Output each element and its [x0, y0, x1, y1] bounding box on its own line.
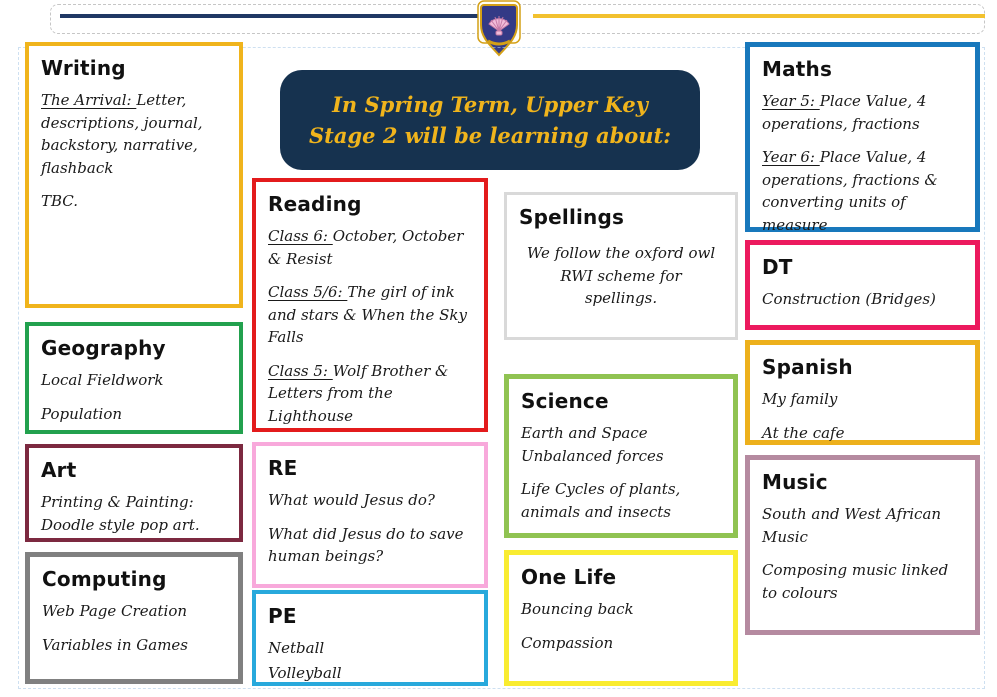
subject-card-reading — [252, 178, 488, 432]
subject-card-geography — [25, 322, 243, 434]
subject-text: What would Jesus do? — [268, 491, 435, 509]
subject-title-one-life: One Life — [521, 565, 617, 589]
header-rule-gold — [533, 14, 985, 18]
subject-title-music: Music — [762, 470, 828, 494]
subject-text: Netball — [268, 639, 325, 657]
subject-text: South and West African Music — [762, 505, 942, 546]
subject-card-maths — [745, 42, 980, 232]
subject-text: Earth and Space Unbalanced forces — [521, 424, 664, 465]
subject-title-computing: Computing — [42, 567, 167, 591]
subject-title-science: Science — [521, 389, 609, 413]
subject-card-one-life — [504, 550, 738, 686]
subject-title-geography: Geography — [41, 336, 166, 360]
subject-text: Class 5: Wolf Brother & Letters from the Lighthouse — [268, 361, 449, 425]
subject-text: My family — [762, 390, 838, 408]
subject-card-spellings — [504, 192, 738, 340]
subject-title-dt: DT — [762, 255, 793, 279]
subject-text: Year 6: Place Value, 4 operations, fractions & converting units of measure — [762, 148, 938, 234]
subject-card-computing — [25, 552, 243, 684]
subject-title-spellings: Spellings — [519, 205, 625, 229]
subject-title-pe: PE — [268, 604, 297, 628]
subject-text: Year 5: Place Value, 4 operations, fractions — [762, 92, 927, 133]
term-title-banner — [280, 70, 700, 170]
subject-text: Variables in Games — [42, 635, 189, 654]
subject-text: Volleyball — [268, 663, 342, 682]
subject-card-pe — [252, 590, 488, 686]
subject-text: Compassion — [521, 633, 614, 652]
term-title-text: In Spring Term, Upper Key Stage 2 will be learning about: — [309, 91, 671, 148]
subject-card-science — [504, 374, 738, 538]
subject-card-dt — [745, 240, 980, 330]
subject-text: Bouncing back — [521, 600, 634, 618]
school-crest-icon — [466, 0, 532, 62]
subject-title-writing: Writing — [41, 56, 126, 80]
subject-title-art: Art — [41, 458, 77, 482]
subject-card-music — [745, 455, 980, 635]
subject-text: Local Fieldwork — [41, 371, 164, 389]
subject-text: Printing & Painting: Doodle style pop art. — [41, 493, 200, 534]
subject-card-writing — [25, 42, 243, 308]
header-rule-navy — [60, 14, 497, 18]
subject-text: At the cafe — [762, 423, 845, 442]
subject-text: Class 6: October, October & Resist — [268, 227, 464, 268]
subject-text: Web Page Creation — [42, 602, 188, 620]
subject-text: What did Jesus do to save human beings? — [268, 524, 464, 565]
subject-text: Population — [41, 404, 123, 423]
subject-text: The Arrival: Letter, descriptions, journal, backstory, narrative, flashback — [41, 91, 203, 177]
subject-text: Construction (Bridges) — [762, 290, 936, 308]
subject-title-maths: Maths — [762, 57, 833, 81]
subject-card-re — [252, 442, 488, 588]
subject-title-reading: Reading — [268, 192, 362, 216]
subject-card-spanish — [745, 340, 980, 445]
subject-text: TBC. — [41, 192, 79, 210]
subject-text: Composing music linked to colours — [762, 561, 949, 602]
subject-text: Class 5/6: The girl of ink and stars & When the Sky Falls — [268, 283, 467, 346]
subject-text: Life Cycles of plants, animals and insects — [521, 480, 681, 521]
subject-title-re: RE — [268, 456, 298, 480]
subject-text: We follow the oxford owl RWI scheme for spellings. — [526, 244, 716, 307]
subject-card-art — [25, 444, 243, 542]
subject-title-spanish: Spanish — [762, 355, 853, 379]
